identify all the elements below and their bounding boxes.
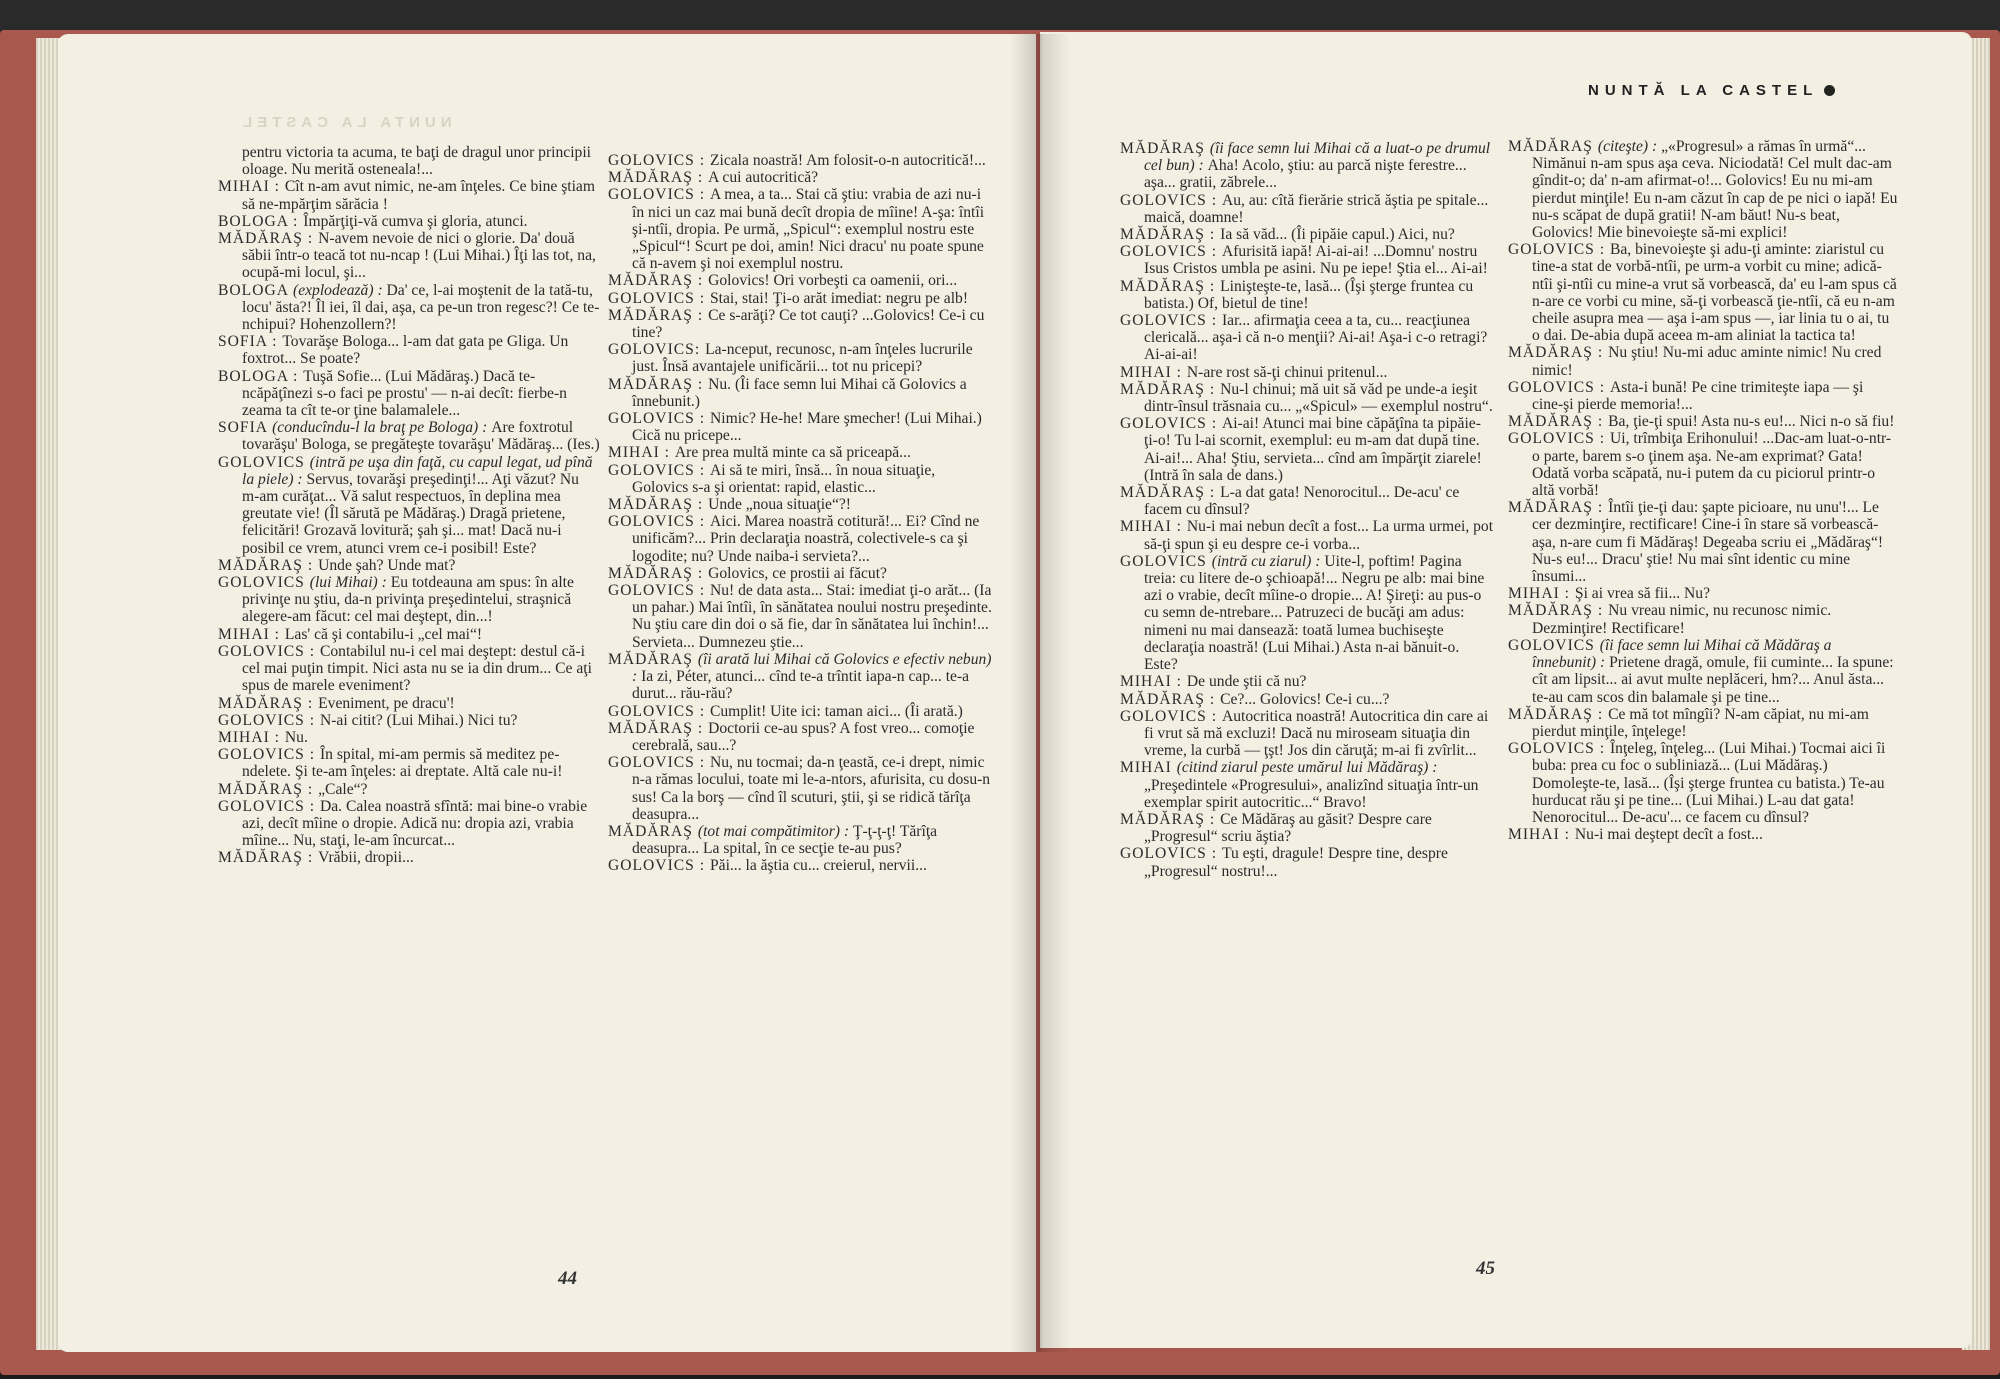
dialogue-text: Nu. (Îi face semn lui Mihai că Golovics a înnebunit.) bbox=[632, 375, 967, 410]
speaker-name: GOLOVICS : bbox=[608, 754, 710, 772]
dialogue-text: De unde ştii că nu? bbox=[1186, 673, 1307, 691]
dialogue-text: Ba, ţie-ţi spui! Asta nu-s eu!... Nici n-o să fiu! bbox=[1608, 413, 1895, 431]
dialogue-line bbox=[1508, 826, 1898, 843]
dialogue-line bbox=[608, 307, 994, 341]
speaker-name: MĂDĂRAŞ : bbox=[1120, 277, 1221, 295]
dialogue-text: Iar... afirmaţia ceea a ta, cu... reacţiunea clericală... aşa-i că n-o menţii? Ai-ai! Aşa-i c-o retragi? Ai-ai-ai! bbox=[1144, 312, 1488, 364]
speaker-name: GOLOVICS : bbox=[1120, 415, 1222, 433]
stage-direction: (îi face semn lui Mihai că Mădăraş a înnebunit) : bbox=[1532, 636, 1832, 672]
dialogue-line bbox=[1508, 602, 1898, 636]
speaker-name: MĂDĂRAŞ bbox=[608, 822, 698, 840]
speaker-name: MĂDĂRAŞ bbox=[1508, 138, 1598, 155]
speaker-name: GOLOVICS : bbox=[608, 702, 710, 720]
speaker-name: MĂDĂRAŞ : bbox=[608, 272, 709, 290]
dialogue-line bbox=[1508, 413, 1898, 430]
dialogue-text: Servus, tovarăşi preşedinţi!... Aţi văzut? Nu m-am curăţat... Vă salut respectuos, în deplina mea greutate vie! (Îl sărută pe Mădăraş.) Dragă prietene, felicitări! Grozavă lovitură; şah şi... mat! Dacă nu-i posibil ce vrem, atunci vrem ce-i posibil! Este? bbox=[242, 470, 579, 557]
speaker-name: MĂDĂRAŞ : bbox=[608, 169, 709, 187]
dialogue-text: Nu-i mai nebun decît a fost... La urma urmei, pot să-ţi spun şi eu despre ce-i vorba... bbox=[1144, 518, 1494, 553]
dialogue-text: Cumplit! Uite ici: taman aici... (Îi arată.) bbox=[709, 702, 963, 720]
dialogue-text: „Cale“? bbox=[318, 780, 368, 798]
dialogue-line bbox=[1508, 499, 1898, 585]
dialogue-line bbox=[1120, 381, 1494, 415]
dialogue-line bbox=[1120, 312, 1494, 364]
dialogue-text: Ce s-arăţi? Ce tot cauţi? ...Golovics! Ce-i cu tine? bbox=[632, 306, 985, 342]
stage-direction: (lui Mihai) : bbox=[309, 574, 391, 592]
dialogue-line bbox=[608, 290, 994, 307]
speaker-name: MĂDĂRAŞ : bbox=[218, 694, 319, 712]
dialogue-text: Tu eşti, dragule! Despre tine, despre „Progresul“ nostru!... bbox=[1144, 845, 1448, 880]
dialogue-text: Tovarăşe Bologa... l-am dat gata pe Gliga. Un foxtrot... Se poate? bbox=[242, 333, 569, 368]
speaker-name: GOLOVICS : bbox=[608, 289, 710, 307]
bullet-icon bbox=[1824, 85, 1835, 96]
speaker-name: MĂDĂRAŞ : bbox=[608, 306, 709, 324]
dialogue-line bbox=[608, 376, 994, 410]
right-column-2 bbox=[1508, 138, 1898, 843]
dialogue-line bbox=[218, 746, 600, 780]
speaker-name: GOLOVICS bbox=[1120, 552, 1212, 570]
dialogue-line bbox=[1120, 243, 1494, 277]
page-number-right: 45 bbox=[1476, 1258, 1495, 1279]
speaker-name: GOLOVICS : bbox=[1120, 845, 1222, 863]
dialogue-line bbox=[218, 368, 600, 420]
dialogue-text: Nu ştiu! Nu-mi aduc aminte nimic! Nu cred nimic! bbox=[1532, 344, 1882, 379]
dialogue-text: Unde „noua situaţie“?! bbox=[708, 496, 852, 514]
dialogue-line bbox=[608, 513, 994, 565]
dialogue-text: Nu! de data asta... Stai: imediat ţi-o arăt... (Ia un pahar.) Mai întîi, în sănătatea noului nostru preşedinte. Nu ştiu care din doi o să fie, dar în sănătatea lui închin!... Servieta... Dumnezeu ştie... bbox=[632, 582, 992, 651]
dialogue-text: Cît n-am avut nimic, ne-am înţeles. Ce bine ştiam să ne-mpărţim sărăcia ! bbox=[242, 178, 595, 213]
dialogue-line bbox=[608, 703, 994, 720]
dialogue-line bbox=[218, 178, 600, 212]
dialogue-line bbox=[218, 419, 600, 453]
speaker-name: GOLOVICS : bbox=[1508, 378, 1610, 396]
dialogue-text: N-avem nevoie de nici o glorie. Da' două săbii într-o teacă tot nu-ncap ! (Lui Mihai.) Îţi las tot, na, ocupă-mi locul, şi... bbox=[242, 230, 596, 282]
running-head-text: NUNTĂ LA CASTEL bbox=[1588, 82, 1819, 99]
dialogue-text: L-a dat gata! Nenorocitul... De-acu' ce facem cu dînsul? bbox=[1144, 484, 1460, 519]
speaker-name: MIHAI : bbox=[1508, 826, 1575, 844]
speaker-name: MĂDĂRAŞ : bbox=[608, 564, 709, 582]
dialogue-line bbox=[608, 823, 994, 857]
speaker-name: MĂDĂRAŞ : bbox=[1508, 499, 1609, 517]
dialogue-line bbox=[1120, 140, 1494, 192]
stage-direction: (citeşte) : bbox=[1597, 138, 1662, 155]
speaker-name: SOFIA bbox=[218, 419, 273, 437]
dialogue-line bbox=[1120, 518, 1494, 552]
dialogue-line bbox=[1508, 430, 1898, 499]
dialogue-line bbox=[608, 582, 994, 651]
dialogue-line bbox=[218, 144, 600, 178]
speaker-name: GOLOVICS : bbox=[608, 186, 710, 204]
speaker-name: GOLOVICS : bbox=[608, 152, 710, 169]
dialogue-line bbox=[1120, 553, 1494, 673]
speaker-name: MĂDĂRAŞ : bbox=[1120, 226, 1221, 244]
dialogue-line bbox=[1508, 379, 1898, 413]
right-page bbox=[1040, 32, 1972, 1348]
dialogue-text: Da' ce, l-ai moştenit de la tată-tu, locu' ăsta?! Îl iei, îl dai, aşa, ca pe-un tron regesc?! Ce te-nchipui? Hohenzollern?! bbox=[242, 281, 600, 334]
speaker-name: MIHAI : bbox=[1120, 518, 1187, 536]
speaker-name: GOLOVICS : bbox=[1508, 740, 1610, 758]
stage-direction: (explodează) : bbox=[293, 281, 387, 299]
dialogue-text: Împărţiţi-vă cumva şi gloria, atunci. bbox=[303, 212, 528, 230]
left-column-2 bbox=[608, 152, 994, 875]
dialogue-text: Ai să te miri, însă... în noua situaţie, Golovics s-a şi orientat: rapid, elastic... bbox=[632, 461, 936, 496]
speaker-name: MIHAI : bbox=[608, 444, 675, 462]
speaker-name: GOLOVICS : bbox=[1508, 241, 1610, 259]
dialogue-line bbox=[608, 565, 994, 582]
dialogue-text: Doctorii ce-au spus? A fost vreo... comoţie cerebrală, sau...? bbox=[632, 719, 975, 754]
dialogue-text: A cui autocritică? bbox=[708, 169, 819, 187]
dialogue-text: „«Progresul» a rămas în urmă“... Nimănui n-am spus aşa ceva. Niciodată! Cel mult dac-am gîndit-o; da' n-am afirmat-o!... Golovics! Eu nu mi-am pierdut minţile! Eu n-am căzut în cap de pe nici o iapă! Eu nu-s scăpat de după gratii! N-am băut! Nu-s beat, Golovics! Mie binevoieşte să-mi explici! bbox=[1532, 138, 1898, 242]
dialogue-text: Uite-l, poftim! Pagina treia: cu litere de-o şchioapă!... Negru pe alb: mai bine azi o vrabie, decît mîine-o dropie... A! Şireţi: au pus-o cu semn de-ntrebare... Patruzeci de bucăţi am adus: nimeni nu mai dansează: toată lumea buchiseşte declaraţia noastră! (Lui Mihai.) Asta n-ai bănuit-o. Este? bbox=[1144, 552, 1485, 674]
speaker-name: GOLOVICS : bbox=[218, 797, 320, 815]
dialogue-text: Vrăbii, dropii... bbox=[318, 849, 414, 867]
speaker-name: GOLOVICS: bbox=[608, 341, 706, 359]
dialogue-line bbox=[608, 651, 994, 703]
speaker-name: BOLOGA : bbox=[218, 367, 304, 385]
dialogue-text: Nu-i mai deştept decît a fost... bbox=[1574, 826, 1763, 844]
dialogue-text: Ui, trîmbiţa Erihonului! ...Dac-am luat-o-ntr-o parte, barem s-o ţinem aşa. Ne-am exprimat? Gata! Odată vorba scăpată, nu-i putem da cu piciorul printr-o altă vorbă! bbox=[1532, 430, 1892, 500]
dialogue-text: Aici. Marea noastră cotitură!... Ei? Cînd ne unificăm?... Prin declaraţia noastră, colectivele-s ca şi logodite; nu? Unde naiba-i servieta?... bbox=[632, 513, 980, 565]
dialogue-line bbox=[218, 781, 600, 798]
dialogue-text: Zicala noastră! Am folosit-o-n autocritică!... bbox=[709, 152, 986, 169]
page-number-left: 44 bbox=[558, 1268, 577, 1289]
left-page bbox=[58, 34, 1036, 1352]
dialogue-line bbox=[1508, 706, 1898, 740]
dialogue-text: Ce mă tot mîngîi? N-am căpiat, nu mi-am pierdut minţile, înţelege! bbox=[1532, 705, 1869, 740]
dialogue-line bbox=[608, 341, 994, 375]
dialogue-text: Golovics! Ori vorbeşti ca oamenii, ori... bbox=[708, 272, 958, 290]
dialogue-line bbox=[608, 410, 994, 444]
dialogue-text: Ţ-ţ-ţ-ţ! Tărîţa deasupra... La spital, în ce secţie te-au pus? bbox=[632, 822, 938, 858]
speaker-name: MIHAI : bbox=[218, 178, 285, 196]
speaker-name: MĂDĂRAŞ : bbox=[1508, 344, 1609, 362]
speaker-name: MIHAI : bbox=[218, 625, 285, 643]
dialogue-text: Şi ai vrea să fii... Nu? bbox=[1574, 585, 1711, 603]
speaker-name: MIHAI : bbox=[1508, 585, 1575, 603]
dialogue-text: Prietene dragă, omule, fii cuminte... Ia spune: cît am lipsit... ai avut multe neplăceri, hm?... Anul ăsta... te-au cam scos din balamale şi pe tine... bbox=[1532, 654, 1894, 706]
dialogue-text: Înţeleg, înţeleg... (Lui Mihai.) Tocmai aici îi buba: prea cu foc o subliniază... (Lui Mădăraş.) Domoleşte-te, lasă... (Îşi şterge fruntea cu batista.) Te-au hurducat rău şi pe tine... (Lui Mihai.) L-au dat gata! Nenorocitul... De-acu'... ce facem cu dînsul? bbox=[1532, 740, 1886, 826]
dialogue-line bbox=[608, 462, 994, 496]
speaker-name: MĂDĂRAŞ : bbox=[218, 556, 319, 574]
speaker-name: MĂDĂRAŞ bbox=[608, 650, 698, 668]
dialogue-line bbox=[218, 282, 600, 334]
dialogue-line bbox=[218, 643, 600, 695]
speaker-name: MIHAI : bbox=[1120, 673, 1187, 691]
speaker-name: GOLOVICS : bbox=[608, 513, 710, 531]
dialogue-text: Are foxtrotul tovarăşu' Bologa, se pregăteşte tovarăşu' Mădăraş... (Ies.) bbox=[242, 419, 600, 454]
dialogue-text: Aha! Acolo, ştiu: au parcă nişte ferestre... aşa... gratii, zăbrele... bbox=[1144, 157, 1467, 192]
show-through-heading: NUNTA LA CASTEL bbox=[238, 114, 452, 131]
dialogue-text: N-are rost să-ţi chinui pritenul... bbox=[1186, 363, 1388, 381]
dialogue-line bbox=[1508, 344, 1898, 378]
speaker-name: MIHAI : bbox=[218, 728, 285, 746]
speaker-name: MĂDĂRAŞ : bbox=[1120, 380, 1221, 398]
speaker-name: GOLOVICS : bbox=[1120, 707, 1222, 725]
speaker-name: MĂDĂRAŞ bbox=[1120, 140, 1210, 157]
speaker-name: GOLOVICS : bbox=[218, 746, 320, 764]
dialogue-text: Au, au: cîtă fierărie strică ăştia pe spitale... maică, doamne! bbox=[1144, 191, 1489, 226]
stage-direction: (intră cu ziarul) : bbox=[1211, 552, 1325, 570]
speaker-name: GOLOVICS : bbox=[608, 582, 710, 600]
dialogue-line bbox=[1120, 415, 1494, 484]
speaker-name: BOLOGA : bbox=[218, 212, 304, 230]
left-column-1 bbox=[218, 144, 600, 867]
speaker-name: MĂDĂRAŞ : bbox=[218, 849, 319, 867]
speaker-name: GOLOVICS : bbox=[218, 642, 320, 660]
dialogue-text: Nimic? He-he! Mare şmecher! (Lui Mihai.) Cică nu pricepe... bbox=[632, 410, 982, 445]
speaker-name: GOLOVICS : bbox=[608, 410, 710, 428]
dialogue-text: Linişteşte-te, lasă... (Îşi şterge fruntea cu batista.) Of, bietul de tine! bbox=[1144, 277, 1474, 312]
dialogue-line bbox=[218, 557, 600, 574]
speaker-name: MĂDĂRAŞ : bbox=[1508, 705, 1609, 723]
dialogue-text: N-ai citit? (Lui Mihai.) Nici tu? bbox=[319, 711, 518, 729]
speaker-name: GOLOVICS : bbox=[1120, 243, 1222, 261]
dialogue-text: La-nceput, recunosc, n-am înţeles lucrurile just. Însă avantajele unificării... tot nu pricepi? bbox=[632, 341, 973, 376]
dialogue-line bbox=[1120, 759, 1494, 811]
speaker-name: MĂDĂRAŞ : bbox=[608, 719, 709, 737]
dialogue-line bbox=[218, 712, 600, 729]
dialogue-line bbox=[218, 798, 600, 850]
dialogue-line bbox=[608, 857, 994, 874]
dialogue-text: Autocritica noastră! Autocritica din care ai fi vrut să mă excluzi! Dacă nu miroseam situaţia din vreme, la curbă — ţşt! Jos din căruţă; m-ai fi zvîrlit... bbox=[1144, 707, 1489, 760]
dialogue-line bbox=[608, 186, 994, 272]
speaker-name: GOLOVICS bbox=[218, 574, 310, 592]
dialogue-line bbox=[218, 213, 600, 230]
dialogue-line bbox=[218, 729, 600, 746]
dialogue-text: Are prea multă minte ca să priceapă... bbox=[674, 444, 911, 462]
dialogue-line bbox=[218, 695, 600, 712]
dialogue-text: Ce?... Golovics! Ce-i cu...? bbox=[1220, 690, 1390, 708]
dialogue-text: Stai, stai! Ţi-o arăt imediat: negru pe alb! bbox=[709, 289, 969, 307]
speaker-name: GOLOVICS bbox=[1508, 636, 1600, 654]
dialogue-line bbox=[1508, 585, 1898, 602]
stage-direction: (îi face semn lui Mihai că a luat-o pe drumul cel bun) : bbox=[1144, 140, 1491, 175]
dialogue-text: Nu-l chinui; mă uit să văd pe unde-a ieşit dintr-însul trăsnaia cu... „«Spicul» — exemplul nostru“. bbox=[1144, 380, 1493, 416]
dialogue-line bbox=[608, 272, 994, 289]
dialogue-line bbox=[1508, 138, 1898, 241]
dialogue-text: Ia să văd... (Îi pipăie capul.) Aici, nu? bbox=[1220, 226, 1455, 244]
dialogue-line bbox=[1120, 673, 1494, 690]
speaker-name: MĂDĂRAŞ : bbox=[608, 375, 709, 393]
dialogue-line bbox=[218, 849, 600, 866]
dialogue-line bbox=[218, 574, 600, 626]
speaker-name: BOLOGA bbox=[218, 281, 294, 299]
dialogue-line bbox=[218, 454, 600, 557]
dialogue-text: Nu, nu tocmai; da-n ţeastă, ce-i drept, nimic n-a rămas locului, toate mi le-a-ntors, afurisita, cu dosu-n sus! Ca la borş — cînd îl scuturi, ştii, şi se ridică tărîţa deasupra... bbox=[632, 754, 991, 823]
running-head bbox=[1588, 82, 1835, 99]
speaker-name: SOFIA : bbox=[218, 333, 283, 351]
dialogue-text: Golovics, ce prostii ai făcut? bbox=[708, 564, 887, 582]
dialogue-text: Asta-i bună! Pe cine trimiteşte iapa — şi cine-şi pierde memoria!... bbox=[1532, 378, 1864, 414]
speaker-name: MĂDĂRAŞ : bbox=[1508, 413, 1609, 431]
dialogue-text: Contabilul nu-i cel mai deştept: destul că-i cel mai puţin timpit. Nici asta nu se ia din drum... Ce aţi spus de marele eveniment? bbox=[242, 642, 592, 695]
speaker-name: MĂDĂRAŞ : bbox=[1508, 602, 1609, 620]
dialogue-line bbox=[1120, 811, 1494, 845]
speaker-name: MĂDĂRAŞ : bbox=[1120, 484, 1221, 502]
dialogue-line bbox=[1120, 708, 1494, 760]
dialogue-line bbox=[1508, 241, 1898, 344]
dialogue-line bbox=[608, 169, 994, 186]
stage-direction: (citind ziarul peste umărul lui Mădăraş) : bbox=[1176, 759, 1438, 777]
speaker-name: GOLOVICS : bbox=[1120, 312, 1222, 330]
speaker-name: GOLOVICS bbox=[218, 453, 310, 471]
dialogue-text: Ba, binevoieşte şi adu-ţi aminte: ziaristul cu tine-a stat de vorbă-ntîi, pe urm-a vorbit cu mine; adică-ntîi şi-ntîi cu mine-a vrut să vorbească, da' eu l-am spus că n-are ce vorbi cu mine, să-ţi vorbească ţie-ntîi, că eu n-am cheile asupra mea — aşa i-am spus —, iar linia tu o ai, tu o dai. De-abia după aceea m-am aliniat la tactica ta! bbox=[1532, 241, 1897, 345]
speaker-name: MĂDĂRAŞ : bbox=[218, 230, 319, 248]
speaker-name: MĂDĂRAŞ : bbox=[1120, 810, 1221, 828]
dialogue-line bbox=[608, 152, 994, 169]
stage-direction: (intră pe uşa din faţă, cu capul legat, ud pînă la piele) : bbox=[242, 453, 593, 488]
dialogue-text: Afurisită iapă! Ai-ai-ai! ...Domnu' nostru Isus Cristos umbla pe asini. Nu pe iepe! Ştia el... Ai-ai! bbox=[1144, 243, 1488, 278]
dialogue-text: A mea, a ta... Stai că ştiu: vrabia de azi nu-i în nici un caz mai bună decît dropia de mîine! A-şa: întîi şi-ntîi, dropia. Pe urmă, „Spicul“: exemplul nostru este „Spicul“! Scurt pe doi, amin! Nici dracu' nu poate spune că n-avem şi noi exemplul nostru. bbox=[632, 186, 985, 273]
speaker-name: MIHAI : bbox=[1120, 363, 1187, 381]
dialogue-text: Ce Mădăraş au găsit? Despre care „Progresul“ scriu ăştia? bbox=[1144, 810, 1432, 846]
stage-direction: (îi arată lui Mihai că Golovics e efectiv nebun) : bbox=[632, 650, 992, 686]
dialogue-line bbox=[1120, 226, 1494, 243]
dialogue-line bbox=[608, 496, 994, 513]
speaker-name: MĂDĂRAŞ : bbox=[608, 496, 709, 514]
dialogue-line bbox=[218, 626, 600, 643]
book-gutter bbox=[1010, 34, 1070, 1352]
dialogue-text: Păi... la ăştia cu... creierul, nervii... bbox=[709, 857, 927, 875]
speaker-name: GOLOVICS : bbox=[1120, 191, 1222, 209]
dialogue-text: Întîi ţie-ţi dau: şapte picioare, nu unu'!... Le cer dezminţire, rectificare! Cine-i în stare să vorbească-aşa, n-are cum fi Mădăraş! Degeaba scriu ei „Mădăraş“! Nu-s eu!... Dracu' ştie! Nu mai sînt identic cu mine însumi... bbox=[1532, 499, 1884, 586]
dialogue-text: Nu. bbox=[284, 728, 308, 746]
dialogue-line bbox=[1120, 484, 1494, 518]
dialogue-text: Eveniment, pe dracu'! bbox=[318, 694, 455, 712]
speaker-name: GOLOVICS : bbox=[218, 711, 320, 729]
right-column-1 bbox=[1120, 140, 1494, 880]
dialogue-line bbox=[608, 754, 994, 823]
dialogue-text: Las' că şi contabilu-i „cel mai“! bbox=[284, 625, 483, 643]
dialogue-line bbox=[1508, 637, 1898, 706]
dialogue-text: Da. Calea noastră sfîntă: mai bine-o vrabie azi, decît mîine o dropie. Adică nu: dropia azi, vrabia mîine... Nu, staţi, le-am încurcat... bbox=[242, 797, 588, 850]
dialogue-line bbox=[1120, 192, 1494, 226]
stage-direction: (tot mai compătimitor) : bbox=[697, 822, 853, 840]
dialogue-text: Nu vreau nimic, nu recunosc nimic. Dezminţire! Rectificare! bbox=[1532, 602, 1832, 637]
dialogue-text: Ai-ai! Atunci mai bine căpăţîna ta pipăie-ţi-o! Tu l-ai scornit, exemplul: eu m-am dat după tine. Ai-ai!... Aha! Ştiu, servieta... cînd am împărţit ziarele! (Intră în sala de dans.) bbox=[1144, 415, 1482, 484]
speaker-name: GOLOVICS : bbox=[608, 461, 710, 479]
dialogue-line bbox=[608, 444, 994, 461]
dialogue-line bbox=[218, 333, 600, 367]
dialogue-text: Unde şah? Unde mat? bbox=[318, 556, 456, 574]
dialogue-text: „Preşedintele «Progresului», analizînd situaţia într-un exemplar spirit autocritic...“ Bravo! bbox=[1144, 776, 1479, 811]
dialogue-line bbox=[218, 230, 600, 282]
speaker-name: GOLOVICS : bbox=[1508, 430, 1610, 448]
dialogue-text: pentru victoria ta acuma, te baţi de dragul unor principii oloage. Nu merită osteneala!... bbox=[242, 144, 592, 179]
dialogue-line bbox=[608, 720, 994, 754]
dialogue-line bbox=[1120, 278, 1494, 312]
dialogue-line bbox=[1120, 364, 1494, 381]
dialogue-text: Eu totdeauna am spus: în alte privinţe nu ştiu, da-n privinţa preşedintelui, straşnică alegere-am făcut: cel mai deştept, din...! bbox=[242, 574, 574, 626]
speaker-name: GOLOVICS : bbox=[608, 857, 710, 875]
dialogue-line bbox=[1120, 691, 1494, 708]
dialogue-line bbox=[1508, 740, 1898, 826]
dialogue-text: Tuşă Sofie... (Lui Mădăraş.) Dacă te-ncăpăţînezi s-o faci pe prostu' — n-ai decît: fierbe-n zeama ta cît te-or ţine balamalele... bbox=[242, 367, 567, 420]
speaker-name: MĂDĂRAŞ : bbox=[218, 780, 319, 798]
stage-direction: (conducîndu-l la braţ pe Bologa) : bbox=[272, 419, 492, 437]
speaker-name: MIHAI bbox=[1120, 759, 1177, 777]
speaker-name: MĂDĂRAŞ : bbox=[1120, 690, 1221, 708]
dialogue-line bbox=[1120, 845, 1494, 879]
dialogue-text: Ia zi, Péter, atunci... cînd te-a trîntit iapa-n cap... te-a durut... rău-rău? bbox=[632, 668, 970, 703]
dialogue-text: În spital, mi-am permis să meditez pe-ndelete. Şi te-am înţeles: ai dreptate. Altă cale nu-i! bbox=[242, 746, 563, 781]
